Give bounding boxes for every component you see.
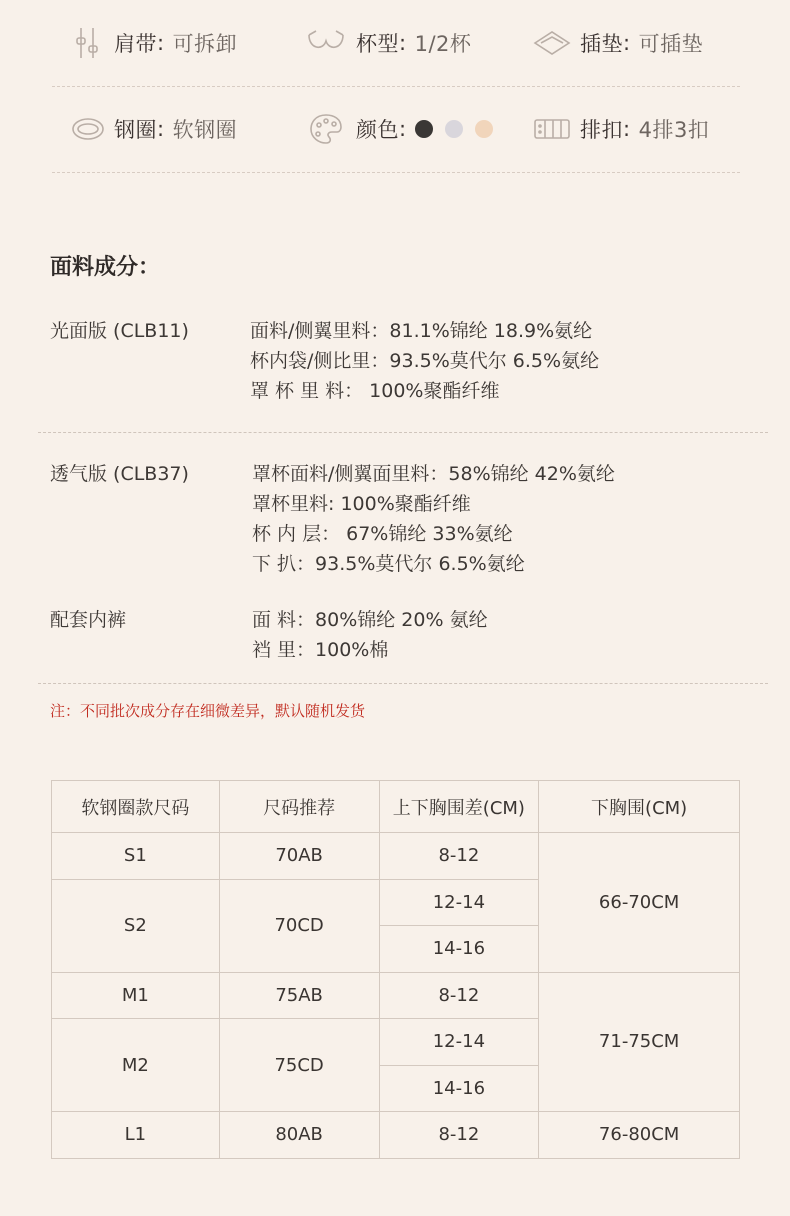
attribute-row-2 (52, 86, 740, 173)
diff-cell: 8-12 (379, 1112, 539, 1159)
attr-value: 4排3扣 (638, 118, 710, 142)
palette-icon (304, 111, 348, 147)
attr-cup (304, 0, 471, 86)
hook-eye-icon (532, 111, 572, 147)
fabric-group-lines (252, 605, 488, 665)
attr-colon: : (623, 117, 631, 141)
fabric-group-lines (252, 459, 615, 579)
attr-hook (532, 86, 709, 172)
table-row (52, 833, 740, 880)
size-cell: M2 (52, 1019, 220, 1112)
underbust-cell: 66-70CM (539, 833, 740, 973)
attr-label: 杯型 (356, 32, 399, 56)
attr-label: 肩带 (114, 32, 157, 56)
fabric-line: 罩杯里料: 100%聚酯纤维 (252, 493, 471, 515)
fabric-line: 杯内袋/侧比里：93.5%莫代尔 6.5%氨纶 (250, 350, 600, 372)
attr-label: 插垫 (580, 32, 623, 56)
size-cell: M1 (52, 972, 220, 1019)
attr-label: 排扣 (580, 118, 623, 142)
attr-colon: : (623, 31, 631, 55)
size-cell: L1 (52, 1112, 220, 1159)
diff-cell: 14-16 (379, 926, 539, 973)
recommend-cell: 75CD (219, 1019, 379, 1112)
size-table (51, 780, 740, 1159)
fabric-group-lines (250, 316, 599, 406)
fabric-group-name: 配套内裤 (50, 609, 127, 631)
bra-cup-icon (304, 25, 348, 61)
strap-adjuster-icon (70, 25, 106, 61)
attr-strap (70, 0, 237, 86)
fabric-line: 罩杯面料/侧翼面里料：58%锦纶 42%氨纶 (252, 463, 615, 485)
diff-cell: 8-12 (379, 972, 539, 1019)
color-swatch-black[interactable] (415, 120, 433, 138)
fabric-group-name: 透气版 (CLB37) (50, 463, 189, 485)
attr-colon: : (157, 31, 165, 55)
fabric-line: 下 扒：93.5%莫代尔 6.5%氨纶 (252, 553, 525, 575)
table-row (52, 972, 740, 1019)
diff-cell: 8-12 (379, 833, 539, 880)
size-table-header (52, 781, 740, 833)
attr-value: 可插垫 (638, 32, 704, 56)
recommend-cell: 70CD (219, 879, 379, 972)
fabric-line: 罩 杯 里 料： 100%聚酯纤维 (250, 380, 500, 402)
header-cell: 软钢圈款尺码 (52, 781, 220, 833)
recommend-cell: 70AB (219, 833, 379, 880)
diff-cell: 12-14 (379, 879, 539, 926)
attr-colon: : (399, 117, 407, 141)
attribute-row-1 (52, 0, 740, 87)
attr-wire (70, 86, 237, 172)
attr-color (304, 86, 505, 172)
header-cell: 下胸围(CM) (539, 781, 740, 833)
fabric-line: 裆 里：100%棉 (252, 639, 389, 661)
attr-label: 钢圈 (114, 118, 157, 142)
color-swatch-gray[interactable] (445, 120, 463, 138)
underbust-cell: 76-80CM (539, 1112, 740, 1159)
fabric-section-title: 面料成分： (50, 255, 161, 280)
underwire-icon (70, 111, 106, 147)
fabric-line: 面料/侧翼里料：81.1%锦纶 18.9%氨纶 (250, 320, 593, 342)
fabric-group-name: 光面版 (CLB11) (50, 320, 189, 342)
color-swatch-nude[interactable] (475, 120, 493, 138)
divider (38, 683, 768, 684)
attr-value: 1/2杯 (414, 32, 472, 56)
attr-value: 可拆卸 (172, 32, 238, 56)
recommend-cell: 80AB (219, 1112, 379, 1159)
size-cell: S2 (52, 879, 220, 972)
fabric-line: 面 料：80%锦纶 20% 氨纶 (252, 609, 488, 631)
attr-label: 颜色 (356, 118, 399, 142)
diff-cell: 14-16 (379, 1065, 539, 1112)
fabric-note: 注：不同批次成分存在细微差异，默认随机发货 (50, 702, 366, 720)
diff-cell: 12-14 (379, 1019, 539, 1066)
header-cell: 上下胸围差(CM) (379, 781, 539, 833)
underbust-cell: 71-75CM (539, 972, 740, 1112)
attr-colon: : (399, 31, 407, 55)
recommend-cell: 75AB (219, 972, 379, 1019)
table-row (52, 1112, 740, 1159)
attr-value: 软钢圈 (172, 118, 238, 142)
attr-pad (532, 0, 703, 86)
attr-colon: : (157, 117, 165, 141)
header-cell: 尺码推荐 (219, 781, 379, 833)
divider (38, 432, 768, 433)
pad-insert-icon (532, 25, 572, 61)
size-cell: S1 (52, 833, 220, 880)
fabric-line: 杯 内 层： 67%锦纶 33%氨纶 (252, 523, 513, 545)
